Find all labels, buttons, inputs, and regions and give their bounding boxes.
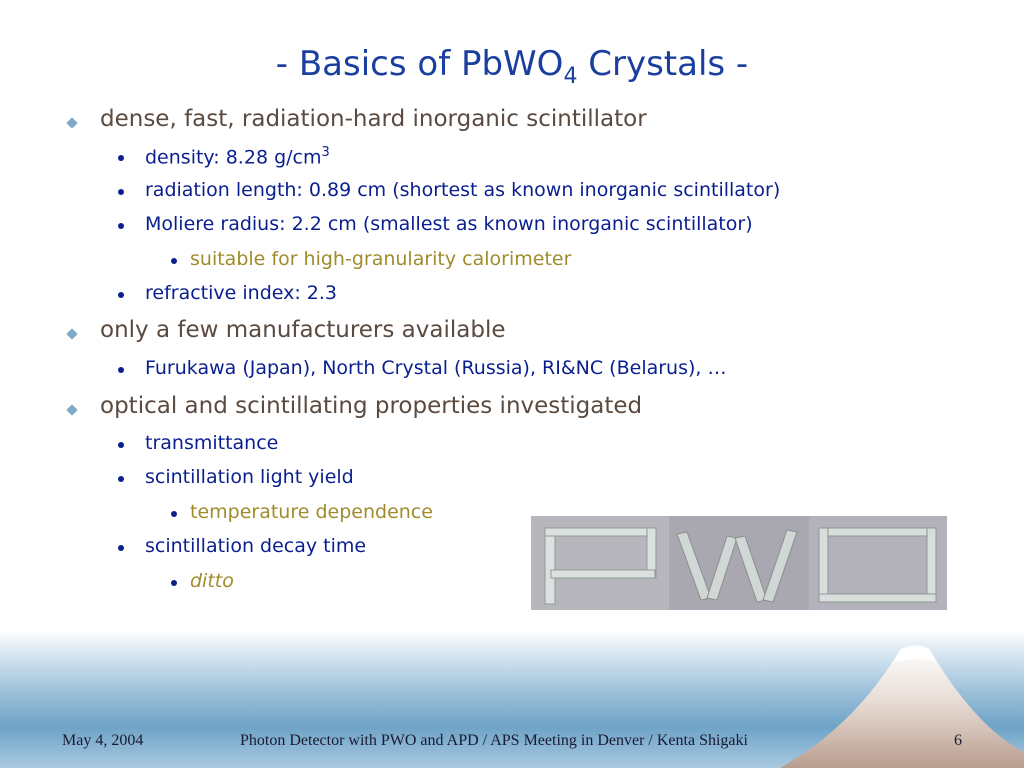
title-suffix: Crystals - <box>577 44 749 84</box>
density-text: density: 8.28 g/cm <box>145 146 322 169</box>
bullet-level2: scintillation decay time <box>145 535 367 557</box>
bullet-dot-icon <box>118 223 124 229</box>
bullet-dot-icon <box>118 155 124 161</box>
bullet-level2: radiation length: 0.89 cm (shortest as known inorganic scintillator) <box>145 179 781 201</box>
bullet-level2: refractive index: 2.3 <box>145 282 338 304</box>
bullet-level3: temperature dependence <box>190 501 433 523</box>
bullet-dot-icon <box>118 367 124 373</box>
diamond-bullet-icon <box>66 328 77 339</box>
bullet-dot-icon <box>118 442 124 448</box>
bullet-level2: Furukawa (Japan), North Crystal (Russia), RI&NC (Belarus), … <box>145 357 727 379</box>
bullet-level1: optical and scintillating properties investigated <box>100 393 643 419</box>
bullet-dot-icon <box>118 476 124 482</box>
title-prefix: - Basics of PbWO <box>275 44 564 84</box>
slide-title <box>0 44 1024 89</box>
bullet-dot-icon <box>171 258 177 264</box>
bullet-level3: suitable for high-granularity calorimeter <box>190 248 572 270</box>
crystal-photo <box>531 516 947 610</box>
diamond-bullet-icon <box>66 117 77 128</box>
footer-date: May 4, 2004 <box>62 732 144 749</box>
pwo-crystal-letters-image <box>531 516 947 610</box>
mountain-logo-icon <box>760 640 1024 768</box>
slide-number: 6 <box>954 732 962 749</box>
bullet-level1: only a few manufacturers available <box>100 317 506 343</box>
bullet-level2: transmittance <box>145 432 279 454</box>
bullet-level1: dense, fast, radiation-hard inorganic scintillator <box>100 106 647 132</box>
bullet-dot-icon <box>171 511 177 517</box>
title-subscript: 4 <box>563 63 578 89</box>
footer-title: Photon Detector with PWO and APD / APS Meeting in Denver / Kenta Shigaki <box>240 732 748 749</box>
bullet-dot-icon <box>171 580 177 586</box>
bullet-dot-icon <box>118 545 124 551</box>
bullet-level3: ditto <box>190 570 234 592</box>
bullet-dot-icon <box>118 292 124 298</box>
density-superscript: 3 <box>321 145 330 160</box>
diamond-bullet-icon <box>66 404 77 415</box>
bullet-dot-icon <box>118 189 124 195</box>
bullet-level2 <box>145 145 330 168</box>
bullet-level2: Moliere radius: 2.2 cm (smallest as known inorganic scintillator) <box>145 213 753 235</box>
bullet-level2: scintillation light yield <box>145 466 354 488</box>
